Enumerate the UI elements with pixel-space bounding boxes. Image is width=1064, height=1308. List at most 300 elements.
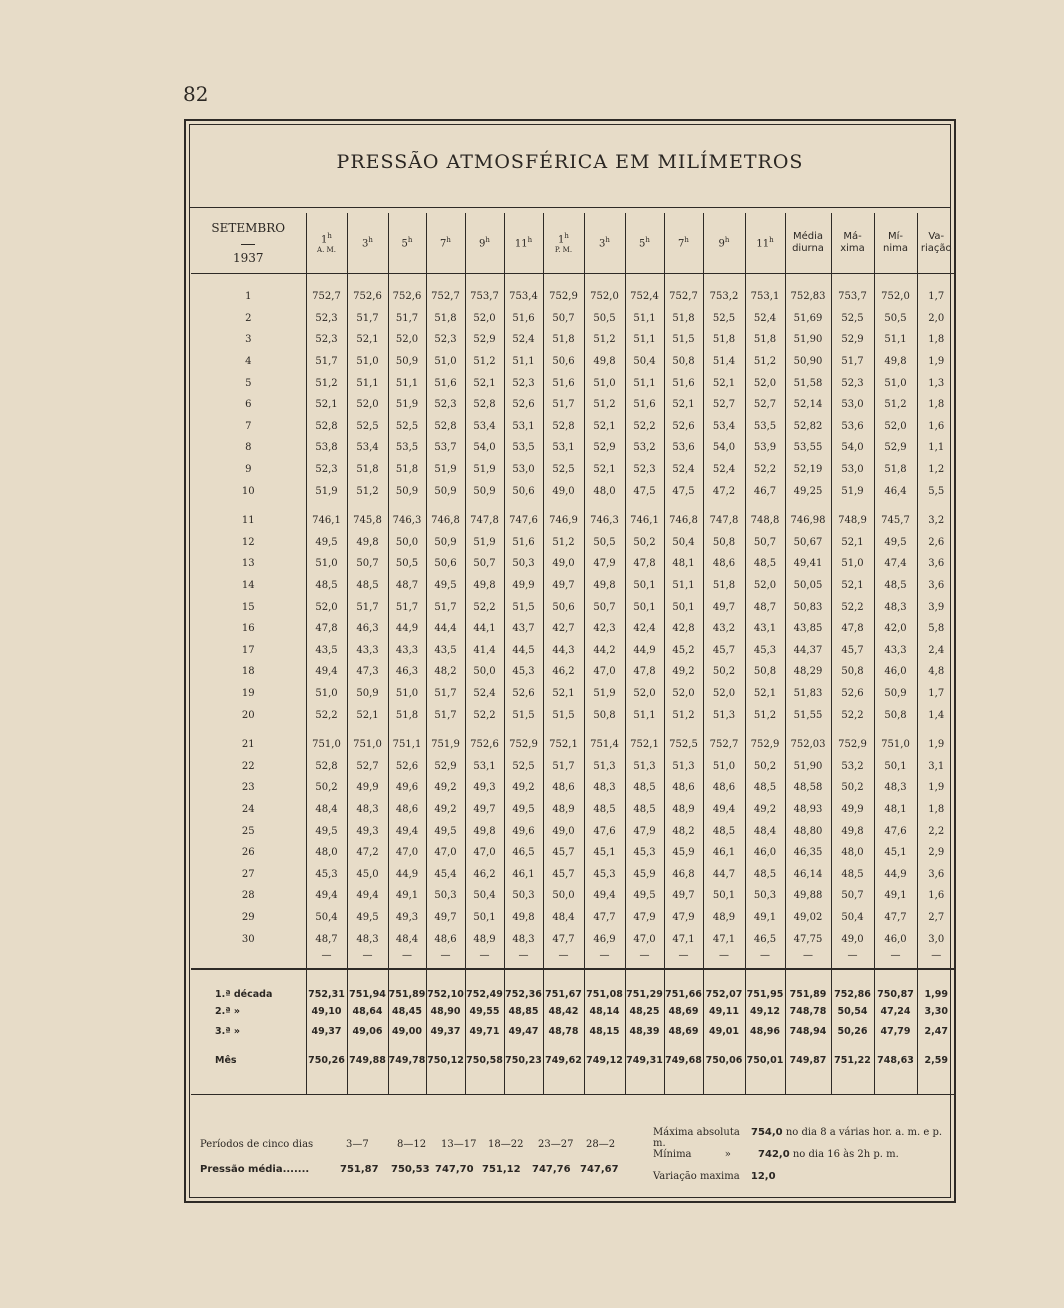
day-cell: 11 [191,510,306,532]
value-cell: 45,1 [584,842,625,864]
value-cell: 50,0 [465,661,504,683]
value-cell: 746,8 [426,510,465,532]
value-cell: 49,7 [426,907,465,929]
value-cell: 48,3 [347,799,388,821]
value-cell: 50,6 [543,596,584,618]
value-cell: 50,5 [584,532,625,554]
value-cell: 51,6 [625,394,664,416]
value-cell: 47,2 [703,480,745,502]
value-cell: 52,7 [703,394,745,416]
day-cell: 13 [191,553,306,575]
year-label: 1937 [232,250,264,265]
summary-value: 749,62 [543,1042,584,1080]
spacer-cell [426,502,465,510]
spacer-cell [426,726,465,734]
absolute-max-row [653,1127,954,1149]
value-cell: 52,6 [504,394,543,416]
value-cell: 49,8 [504,907,543,929]
summary-label: Mês [191,1042,306,1080]
value-cell: 49,88 [785,885,831,907]
spacer-cell [465,502,504,510]
value-cell: 48,93 [785,799,831,821]
value-cell: 44,9 [874,863,917,885]
summary-value: 752,07 [703,969,745,1002]
value-cell: 49,1 [874,885,917,907]
spacer-cell [745,1080,785,1095]
value-cell: 52,3 [306,308,347,330]
value-cell: 52,1 [465,372,504,394]
summary-value: 752,31 [306,969,347,1002]
value-cell: 752,7 [664,286,703,308]
day-cell: 9 [191,459,306,481]
value-cell: 49,8 [831,820,874,842]
value-cell: 46,2 [465,863,504,885]
value-cell: 49,4 [388,820,426,842]
value-cell: 47,4 [874,553,917,575]
value-cell: 48,7 [388,575,426,597]
table-row [191,596,955,618]
value-cell: 49,3 [347,820,388,842]
value-cell: 48,6 [543,777,584,799]
table-row [191,308,955,330]
table-row [191,799,955,821]
spacer-cell [874,274,917,287]
value-cell: 46,7 [745,480,785,502]
hour-value: 1 [558,234,565,246]
value-cell: 50,1 [625,575,664,597]
value-cell: 52,4 [703,459,745,481]
value-cell: 54,0 [703,437,745,459]
value-cell: 3,6 [928,580,945,592]
spacer-cell [625,274,664,287]
spacer-cell [785,1080,831,1095]
value-cell: 50,7 [831,885,874,907]
value-cell: 45,7 [703,640,745,662]
spacer-cell [388,1080,426,1095]
value-cell: 42,3 [584,618,625,640]
spacer-cell [465,726,504,734]
spacer-cell [306,1080,347,1095]
spacer-cell [917,726,955,734]
header-rule [241,244,255,247]
spacer-cell [465,1080,504,1095]
value-cell: 50,83 [785,596,831,618]
stat-header-line: nima [883,243,908,254]
value-cell: 752,7 [703,734,745,756]
value-cell: 50,9 [388,351,426,373]
value-cell: 3,0 [928,933,945,945]
value-cell: 52,5 [347,416,388,438]
value-cell: 53,1 [543,437,584,459]
hour-header-9 [664,213,703,274]
summary-value: 48,25 [625,1002,664,1022]
spacer-cell [664,502,703,510]
value-cell: 49,9 [504,575,543,597]
absolute-min-row [653,1149,899,1160]
value-cell: 53,1 [504,416,543,438]
value-cell: 52,4 [504,329,543,351]
value-cell: 50,4 [306,907,347,929]
value-cell: 49,1 [388,885,426,907]
period-range: 18—22 [488,1139,524,1150]
period-mean: 750,53 [391,1164,430,1175]
dash-cell: — [831,950,874,969]
value-cell: 48,3 [347,928,388,950]
value-cell: 52,1 [543,683,584,705]
value-cell: 748,8 [745,510,785,532]
value-cell: 48,3 [584,777,625,799]
spacer-cell [785,274,831,287]
value-cell: 48,2 [664,820,703,842]
spacer-cell [831,502,874,510]
summary-row [191,1022,955,1042]
spacer-cell [664,1080,703,1095]
spacer-cell [917,502,955,510]
day-cell: 22 [191,755,306,777]
value-cell: 42,0 [874,618,917,640]
value-cell: 2,4 [928,644,945,656]
value-cell: 50,4 [664,532,703,554]
spacer-cell [584,726,625,734]
value-cell: 51,9 [831,480,874,502]
hour-header-6 [543,213,584,274]
value-cell: 44,2 [584,640,625,662]
value-cell: 47,7 [584,907,625,929]
spacer-cell [504,1080,543,1095]
value-cell: 44,1 [465,618,504,640]
value-cell: 49,8 [584,351,625,373]
value-cell: 45,3 [745,640,785,662]
value-cell: 46,3 [347,618,388,640]
spacer-cell [388,726,426,734]
dash-cell: — [465,950,504,969]
value-cell: 52,1 [831,532,874,554]
value-cell: 46,1 [703,842,745,864]
value-cell: 49,5 [347,907,388,929]
table-row [191,704,955,726]
value-cell: 52,0 [703,683,745,705]
stat-header-line: Mí- [887,231,903,242]
dash-cell: — [584,950,625,969]
day-cell: 27 [191,863,306,885]
value-cell: 51,7 [426,683,465,705]
table-row [191,372,955,394]
value-cell: 45,3 [504,661,543,683]
value-cell: 52,8 [426,416,465,438]
summary-value: 750,23 [504,1042,543,1080]
spacer-cell [465,274,504,287]
value-cell: 52,6 [831,683,874,705]
summary-value: 48,15 [584,1022,625,1042]
day-cell: 15 [191,596,306,618]
value-cell: 752,03 [785,734,831,756]
period-mean: 751,12 [482,1164,521,1175]
value-cell: 1,3 [928,377,945,389]
value-cell: 52,1 [745,683,785,705]
value-cell: 746,9 [543,510,584,532]
day-cell: 18 [191,661,306,683]
stat-header-line: Má- [843,231,862,242]
value-cell: 745,8 [347,510,388,532]
value-cell: 51,2 [584,394,625,416]
value-cell: 51,1 [504,351,543,373]
value-cell: 752,6 [465,734,504,756]
summary-value: 49,06 [347,1022,388,1042]
value-cell: 46,0 [874,661,917,683]
value-cell: 52,3 [426,329,465,351]
day-cell: 29 [191,907,306,929]
summary-value: 752,36 [504,969,543,1002]
stat-header-line: riação [920,243,952,254]
value-cell: 45,7 [543,842,584,864]
summary-value: 751,29 [625,969,664,1002]
value-cell: 48,5 [625,799,664,821]
spacer-cell [664,726,703,734]
summary-value: 751,22 [831,1042,874,1080]
summary-value: 49,71 [465,1022,504,1042]
value-cell: 50,8 [874,704,917,726]
value-cell: 44,3 [543,640,584,662]
summary-value: 48,45 [388,1002,426,1022]
value-cell: 41,4 [465,640,504,662]
spacer-cell [347,502,388,510]
value-cell: 50,1 [703,885,745,907]
summary-value: 748,63 [874,1042,917,1080]
value-cell: 48,58 [785,777,831,799]
value-cell: 51,6 [504,532,543,554]
value-cell: 48,5 [584,799,625,821]
value-cell: 50,2 [306,777,347,799]
value-cell: 48,6 [703,553,745,575]
table-body [191,274,955,1095]
value-cell: 51,2 [874,394,917,416]
table-row [191,928,955,950]
ampm-label: P. M. [554,245,573,254]
spacer-cell [191,502,306,510]
value-cell: 53,9 [745,437,785,459]
summary-label: 3.ª » [191,1022,306,1042]
summary-value: 47,24 [874,1002,917,1022]
value-cell: 49,1 [745,907,785,929]
value-cell: 49,2 [426,799,465,821]
value-cell: 751,4 [584,734,625,756]
spacer-cell [504,274,543,287]
value-cell: 53,55 [785,437,831,459]
value-cell: 752,9 [745,734,785,756]
table-row [191,618,955,640]
value-cell: 52,1 [664,394,703,416]
value-cell: 47,8 [306,618,347,640]
day-cell: 12 [191,532,306,554]
table-frame-inner [189,124,951,1198]
spacer-cell [347,726,388,734]
pressure-table [191,213,955,1095]
summary-value: 2,47 [924,1026,948,1038]
value-cell: 51,0 [306,553,347,575]
value-cell: 52,6 [388,755,426,777]
hour-header-11 [745,213,785,274]
stat-header-line: Va- [928,231,945,242]
summary-value: 750,26 [306,1042,347,1080]
value-cell: 49,6 [504,820,543,842]
value-cell: 51,2 [745,704,785,726]
value-cell: 51,9 [465,532,504,554]
value-cell: 47,9 [625,820,664,842]
value-cell: 50,5 [584,308,625,330]
value-cell: 52,1 [703,372,745,394]
dash-cell: — [745,950,785,969]
value-cell: 48,6 [664,777,703,799]
value-cell: 43,85 [785,618,831,640]
value-cell: 48,4 [543,907,584,929]
value-cell: 3,6 [928,868,945,880]
dash-cell: — [625,950,664,969]
value-cell: 43,3 [347,640,388,662]
value-cell: 1,9 [928,739,945,751]
value-cell: 5,5 [928,485,945,497]
title-divider [190,207,950,208]
value-cell: 48,9 [543,799,584,821]
hour-header-10 [703,213,745,274]
value-cell: 44,37 [785,640,831,662]
value-cell: 46,14 [785,863,831,885]
value-cell: 745,7 [874,510,917,532]
value-cell: 48,9 [703,907,745,929]
summary-value: 49,37 [426,1022,465,1042]
hour-suffix: h [407,236,413,245]
value-cell: 50,9 [347,683,388,705]
value-cell: 52,4 [745,308,785,330]
table-row [191,416,955,438]
value-cell: 52,2 [831,704,874,726]
value-cell: 43,1 [745,618,785,640]
value-cell: 52,4 [465,683,504,705]
value-cell: 53,4 [703,416,745,438]
hour-suffix: h [446,236,451,245]
value-cell: 51,2 [543,532,584,554]
max-variation-value: 12,0 [750,1171,776,1182]
value-cell: 45,9 [625,863,664,885]
value-cell: 3,2 [928,515,945,527]
spacer-cell [917,274,955,287]
value-cell: 45,2 [664,640,703,662]
value-cell: 47,7 [543,928,584,950]
table-row [191,510,955,532]
value-cell: 746,1 [306,510,347,532]
value-cell: 45,9 [664,842,703,864]
value-cell: 49,25 [785,480,831,502]
value-cell: 48,4 [745,820,785,842]
summary-value: 49,01 [703,1022,745,1042]
value-cell: 51,0 [584,372,625,394]
value-cell: 50,3 [504,885,543,907]
value-cell: 51,0 [388,683,426,705]
value-cell: 50,6 [504,480,543,502]
value-cell: 49,5 [426,575,465,597]
value-cell: 46,5 [504,842,543,864]
value-cell: 52,4 [664,459,703,481]
value-cell: 751,0 [306,734,347,756]
spacer-cell [874,1080,917,1095]
hour-value: 3 [362,238,369,250]
value-cell: 746,8 [664,510,703,532]
value-cell: 52,1 [347,329,388,351]
value-cell: 53,2 [831,755,874,777]
value-cell: 52,1 [306,394,347,416]
day-cell: 28 [191,885,306,907]
value-cell: 51,90 [785,329,831,351]
spacer-cell [426,274,465,287]
value-cell: 47,75 [785,928,831,950]
value-cell: 53,5 [504,437,543,459]
summary-value: 750,01 [745,1042,785,1080]
spacer-cell [831,1080,874,1095]
value-cell: 52,1 [584,459,625,481]
value-cell: 751,1 [388,734,426,756]
month-year-header [191,213,306,274]
spacer-cell [745,274,785,287]
table-row [191,683,955,705]
value-cell: 52,7 [745,394,785,416]
value-cell: 50,2 [745,755,785,777]
value-cell: 51,55 [785,704,831,726]
value-cell: 50,3 [745,885,785,907]
value-cell: 752,0 [874,286,917,308]
value-cell: 53,4 [347,437,388,459]
value-cell: 49,0 [831,928,874,950]
period-mean: 747,70 [435,1164,474,1175]
summary-value: 49,37 [306,1022,347,1042]
value-cell: 3,6 [928,558,945,570]
value-cell: 51,1 [625,329,664,351]
value-cell: 1,9 [928,782,945,794]
day-cell: 20 [191,704,306,726]
summary-row [191,1002,955,1022]
value-cell: 48,9 [664,799,703,821]
value-cell: 48,5 [745,777,785,799]
value-cell: 49,2 [745,799,785,821]
value-cell: 44,9 [388,863,426,885]
value-cell: 53,0 [831,394,874,416]
hour-header-0 [306,213,347,274]
value-cell: 50,2 [703,661,745,683]
value-cell: 50,5 [388,553,426,575]
value-cell: 51,8 [745,329,785,351]
value-cell: 52,1 [347,704,388,726]
value-cell: 51,8 [874,459,917,481]
value-cell: 51,3 [584,755,625,777]
value-cell: 45,7 [831,640,874,662]
summary-value: 751,89 [785,969,831,1002]
value-cell: 51,2 [745,351,785,373]
value-cell: 53,4 [465,416,504,438]
value-cell: 50,1 [874,755,917,777]
hour-value: 11 [514,238,528,250]
value-cell: 43,5 [306,640,347,662]
value-cell: 752,0 [584,286,625,308]
spacer-cell [543,502,584,510]
spacer-cell [831,274,874,287]
value-cell: 51,7 [306,351,347,373]
hour-suffix: h [645,236,650,245]
value-cell: 43,3 [874,640,917,662]
spacer-cell [874,726,917,734]
value-cell: 51,1 [874,329,917,351]
table-row [191,459,955,481]
value-cell: 2,0 [928,312,945,324]
value-cell: 49,5 [426,820,465,842]
value-cell: 746,3 [584,510,625,532]
